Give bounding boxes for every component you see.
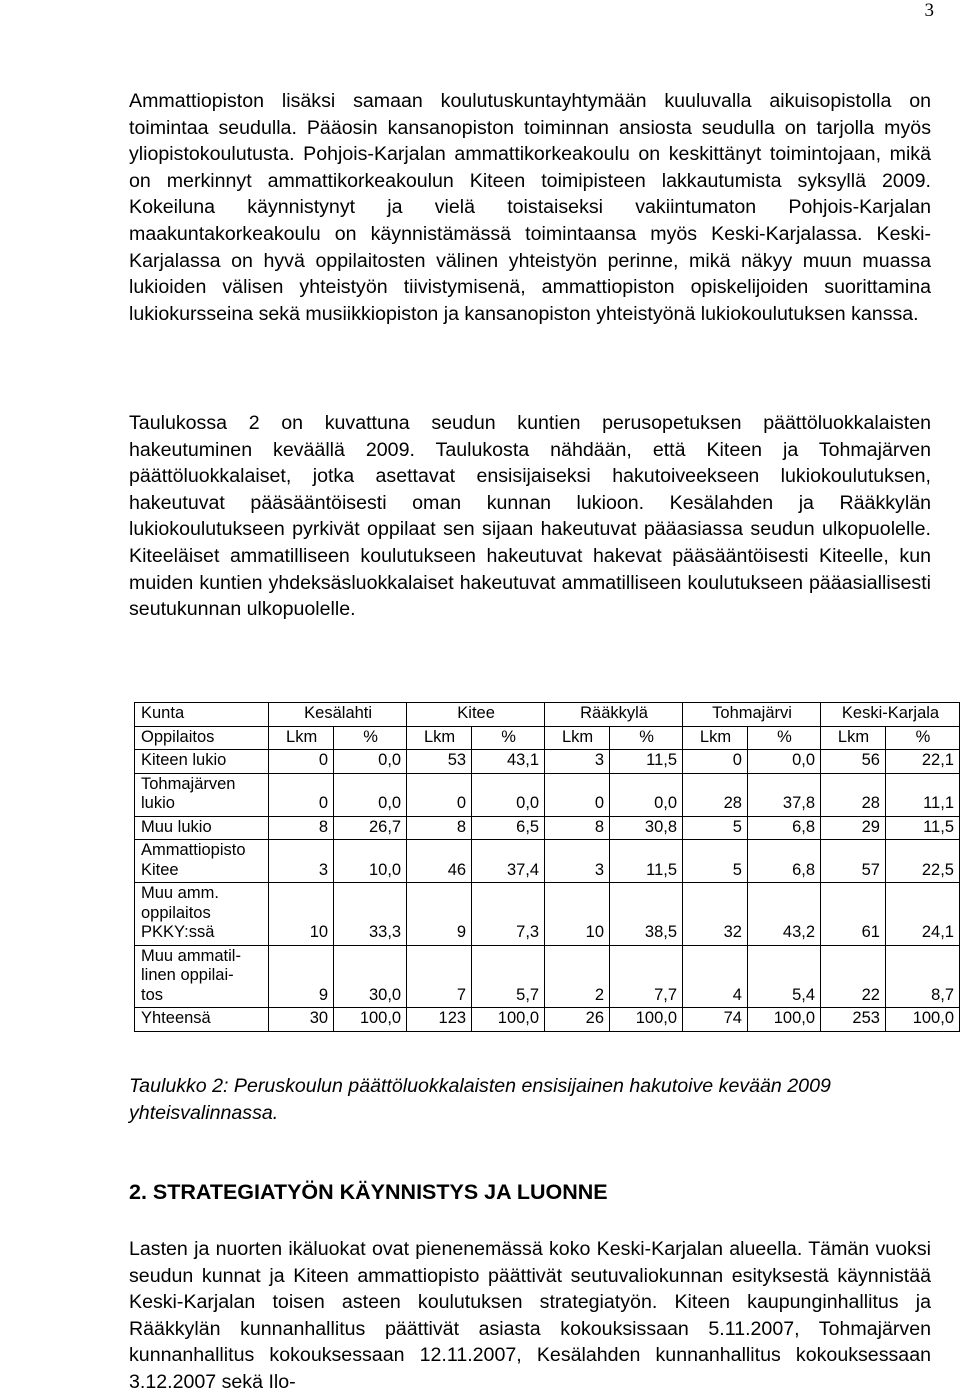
value-cell: 11,5: [610, 750, 683, 774]
subheader-cell: Lkm: [683, 726, 748, 750]
table-caption: Taulukko 2: Peruskoulun päättöluokkalaisten ensisijainen hakutoive kevään 2009 yhteisvalinnassa.: [129, 1075, 831, 1124]
value-cell: 6,8: [747, 840, 820, 883]
value-cell: 30,8: [610, 816, 683, 840]
subheader-cell: %: [610, 726, 683, 750]
value-cell: 4: [683, 945, 748, 1008]
value-cell: 0,0: [472, 773, 545, 816]
value-cell: 0,0: [747, 750, 820, 774]
value-cell: 43,2: [747, 883, 820, 946]
value-cell: 5,4: [747, 945, 820, 1008]
value-cell: 7,7: [610, 945, 683, 1008]
table-row: [135, 883, 960, 946]
table-row: [135, 945, 960, 1008]
value-cell: 28: [821, 773, 886, 816]
value-cell: 57: [821, 840, 886, 883]
table-row: [135, 750, 960, 774]
header-cell-municipality: Keski-Karjala: [821, 703, 960, 727]
value-cell: 0: [407, 773, 472, 816]
value-cell: 38,5: [610, 883, 683, 946]
value-cell: 100,0: [610, 1008, 683, 1032]
value-cell: 29: [821, 816, 886, 840]
value-cell: 5,7: [472, 945, 545, 1008]
value-cell: 11,5: [610, 840, 683, 883]
subheader-cell: Lkm: [269, 726, 334, 750]
value-cell: 10: [269, 883, 334, 946]
value-cell: 56: [821, 750, 886, 774]
subheader-cell: %: [334, 726, 407, 750]
value-cell: 0,0: [334, 750, 407, 774]
value-cell: 5: [683, 840, 748, 883]
value-cell: 26,7: [334, 816, 407, 840]
value-cell: 8: [545, 816, 610, 840]
page-number: 3: [924, 0, 934, 21]
value-cell: 74: [683, 1008, 748, 1032]
value-cell: 5: [683, 816, 748, 840]
value-cell: 30,0: [334, 945, 407, 1008]
row-label-cell: Tohmajärven lukio: [135, 773, 269, 816]
value-cell: 61: [821, 883, 886, 946]
value-cell: 11,1: [885, 773, 959, 816]
value-cell: 100,0: [885, 1008, 959, 1032]
table-row: [135, 1008, 960, 1032]
subheader-cell: %: [472, 726, 545, 750]
value-cell: 8,7: [885, 945, 959, 1008]
header-cell-kunta: Kunta: [135, 703, 269, 727]
value-cell: 28: [683, 773, 748, 816]
value-cell: 22: [821, 945, 886, 1008]
value-cell: 3: [545, 840, 610, 883]
table-row: [135, 816, 960, 840]
value-cell: 0: [269, 750, 334, 774]
subheader-cell: Lkm: [545, 726, 610, 750]
value-cell: 37,8: [747, 773, 820, 816]
value-cell: 6,5: [472, 816, 545, 840]
value-cell: 8: [407, 816, 472, 840]
table-header-row: [135, 703, 960, 727]
value-cell: 123: [407, 1008, 472, 1032]
subheader-cell: Lkm: [821, 726, 886, 750]
row-label-cell: Muu amm. oppilaitos PKKY:ssä: [135, 883, 269, 946]
value-cell: 7: [407, 945, 472, 1008]
subheader-cell: %: [747, 726, 820, 750]
header-cell-municipality: Rääkkylä: [545, 703, 683, 727]
row-label-cell: Kiteen lukio: [135, 750, 269, 774]
value-cell: 100,0: [747, 1008, 820, 1032]
value-cell: 43,1: [472, 750, 545, 774]
value-cell: 8: [269, 816, 334, 840]
value-cell: 6,8: [747, 816, 820, 840]
value-cell: 22,5: [885, 840, 959, 883]
value-cell: 11,5: [885, 816, 959, 840]
table-row: [135, 840, 960, 883]
value-cell: 100,0: [334, 1008, 407, 1032]
subheader-cell: %: [885, 726, 959, 750]
row-label-cell: Yhteensä: [135, 1008, 269, 1032]
value-cell: 37,4: [472, 840, 545, 883]
value-cell: 24,1: [885, 883, 959, 946]
value-cell: 3: [545, 750, 610, 774]
value-cell: 9: [269, 945, 334, 1008]
value-cell: 53: [407, 750, 472, 774]
subheader-cell: Lkm: [407, 726, 472, 750]
row-label-cell: Muu ammatil- linen oppilai- tos: [135, 945, 269, 1008]
value-cell: 46: [407, 840, 472, 883]
value-cell: 10: [545, 883, 610, 946]
value-cell: 0,0: [334, 773, 407, 816]
value-cell: 7,3: [472, 883, 545, 946]
value-cell: 32: [683, 883, 748, 946]
value-cell: 26: [545, 1008, 610, 1032]
value-cell: 10,0: [334, 840, 407, 883]
hakeutuminen-table: [134, 702, 960, 1032]
value-cell: 0: [269, 773, 334, 816]
value-cell: 0: [545, 773, 610, 816]
subheader-cell: Oppilaitos: [135, 726, 269, 750]
value-cell: 2: [545, 945, 610, 1008]
paragraph-strategiatyo: Lasten ja nuorten ikäluokat ovat pienenemässä koko Keski-Karjalan alueella. Tämän vuoksi seudun kunnat ja Kiteen ammattiopisto päättivät seutuvaliokunnan esityksestä käynnistää Keski-Karjalan toisen asteen koulutuksen strategiatyön. Kiteen kaupunginhallitus ja Rääkkylän kunnanhallitus päättivät asiasta kokouksissaan 5.11.2007, Tohmajärven kunnanhallitus kokouksessaan 12.11.2007, Kesälahden kunnanhallitus kokouksessaan 3.12.2007 sekä Ilo-: [129, 1238, 931, 1393]
row-label-cell: Muu lukio: [135, 816, 269, 840]
value-cell: 9: [407, 883, 472, 946]
header-cell-municipality: Tohmajärvi: [683, 703, 821, 727]
value-cell: 100,0: [472, 1008, 545, 1032]
value-cell: 0: [683, 750, 748, 774]
value-cell: 3: [269, 840, 334, 883]
value-cell: 0,0: [610, 773, 683, 816]
paragraph-oppilaitokset: Ammattiopiston lisäksi samaan koulutuskuntayhtymään kuuluvalla aikuisopistolla on toimintaa seudulla. Pääosin kansanopiston toiminnan ansiosta seudulla on tarjolla myös yliopistokoulutusta. Pohjois-Karjalan ammattikorkeakoulu on keskittänyt toimintojaan, mikä on merkinnyt ammattikorkeakoulun Kiteen toimipisteen lakkautumista syksyllä 2009. Kokeiluna käynnistynyt ja vielä toistaiseksi vakiintumaton Pohjois-Karjalan maakuntakorkeakoulu on käynnistämässä toimintaansa myös Keski-Karjalassa. Keski-Karjalassa on hyvä oppilaitosten välinen yhteistyön perinne, mikä näkyy muun muassa lukioiden välisen yhteistyön tiivistymisenä, ammattiopiston opiskelijoiden suorittamina lukiokursseina sekä musiikkiopiston ja kansanopiston yhteistyönä lukiokoulutuksen kanssa.: [129, 90, 931, 325]
header-cell-municipality: Kitee: [407, 703, 545, 727]
value-cell: 253: [821, 1008, 886, 1032]
value-cell: 30: [269, 1008, 334, 1032]
value-cell: 33,3: [334, 883, 407, 946]
table-row: [135, 773, 960, 816]
header-cell-municipality: Kesälahti: [269, 703, 407, 727]
paragraph-taulukko-kuvaus: Taulukossa 2 on kuvattuna seudun kuntien perusopetuksen päättöluokkalaisten hakeutuminen keväällä 2009. Taulukosta nähdään, että Kiteen ja Tohmajärven päättöluokkalaiset, jotka asettavat ensisijaiseksi hakutoiveekseen lukiokoulutuksen, hakeutuvat pääsääntöisesti oman kunnan lukioon. Kesälahden ja Rääkkylän lukiokoulutukseen pyrkivät oppilaat sen sijaan hakeutuvat pääasiassa seudun ulkopuolelle. Kiteeläiset ammatilliseen koulutukseen hakeutuvat hakevat pääsääntöisesti Kiteelle, kun muiden kuntien yhdeksäsluokkalaiset hakeutuvat ammatilliseen koulutukseen pääasiallisesti seutukunnan ulkopuolelle.: [129, 412, 931, 621]
value-cell: 22,1: [885, 750, 959, 774]
section-heading: 2. STRATEGIATYÖN KÄYNNISTYS JA LUONNE: [129, 1180, 608, 1204]
row-label-cell: Ammattiopisto Kitee: [135, 840, 269, 883]
table-subheader-row: [135, 726, 960, 750]
